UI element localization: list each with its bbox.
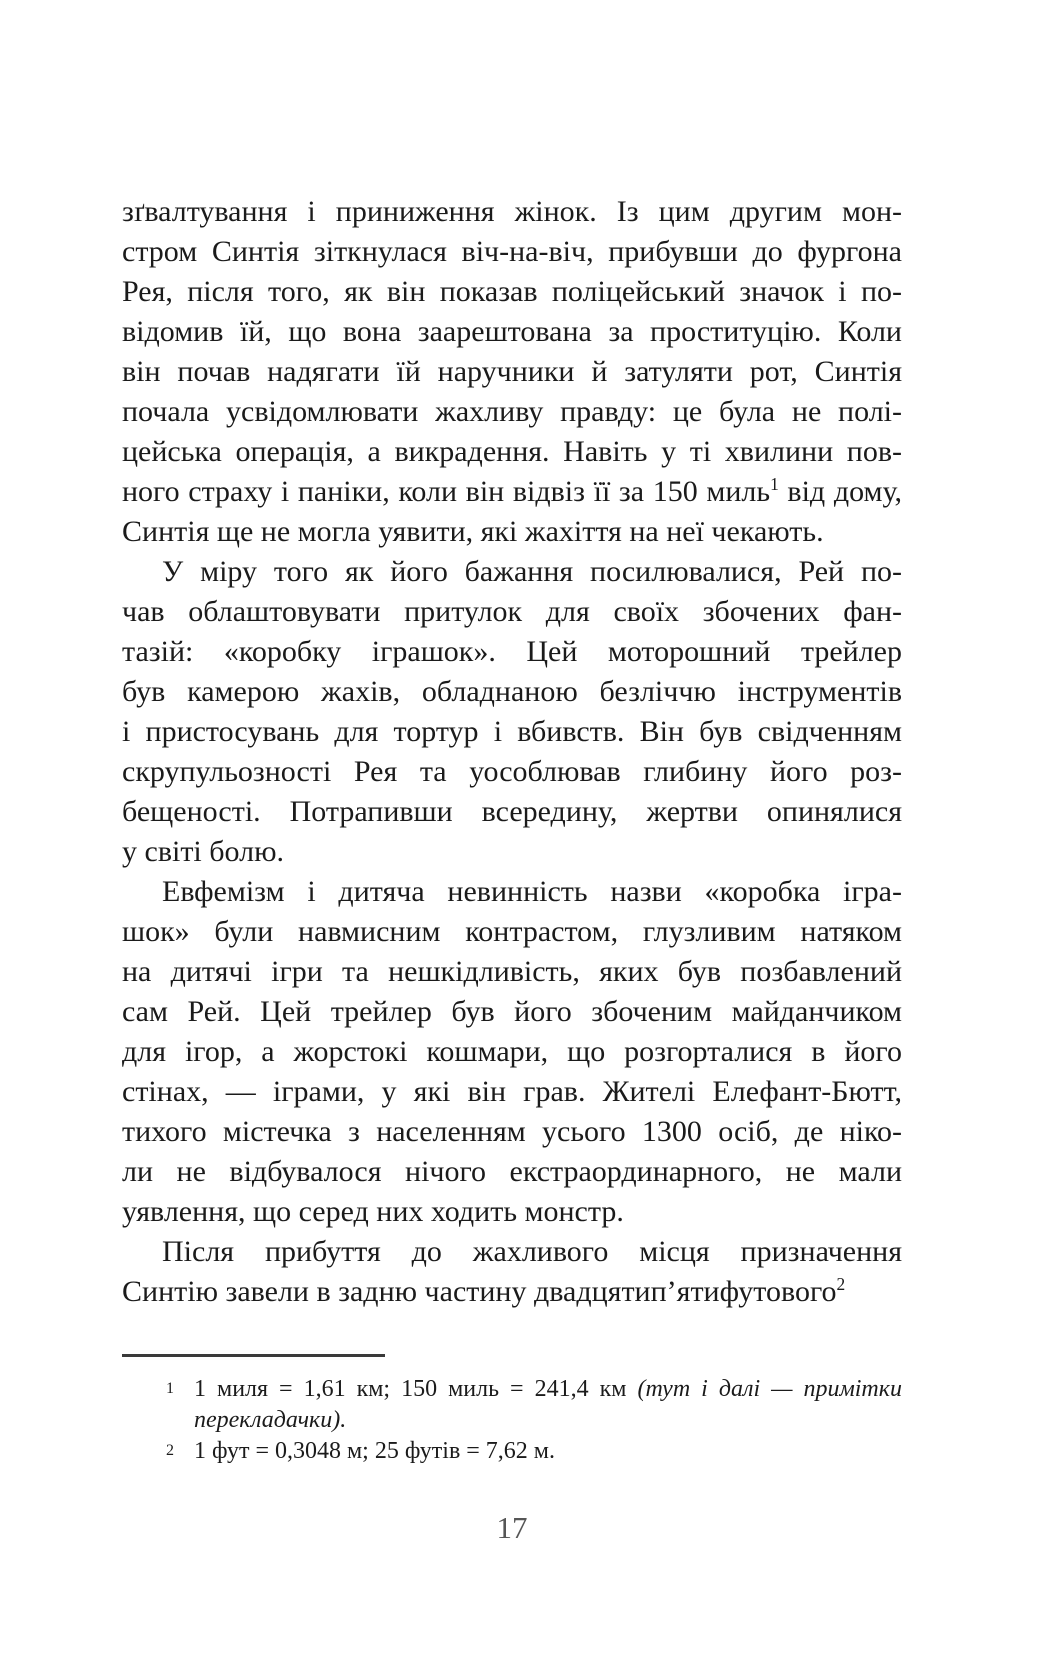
text-line: відомив їй, що вона заарештована за проституцію. Коли (122, 315, 902, 348)
text-line: стінах, — іграми, у які він грав. Жителі Елефант-Бютт, (122, 1075, 902, 1108)
page-number: 17 (496, 1510, 528, 1545)
footnote-marker: 2 (166, 1442, 174, 1459)
text-line: Синтія ще не могла уявити, які жахіття на неї чекають. (122, 515, 824, 548)
text-line: був камерою жахів, обладнаною безліччю інструментів (122, 675, 902, 708)
footnote-reference: 1 (770, 474, 779, 494)
text-line: він почав надягати їй наручники й затуляти рот, Синтія (122, 355, 902, 388)
footnote-line (194, 1405, 902, 1436)
text-line: Після прибуття до жахливого місця призначення (162, 1235, 902, 1268)
text-line: цейська операція, а викрадення. Навіть у ті хвилини пов- (122, 435, 902, 468)
text-line: на дитячі ігри та нешкідливість, яких був позбавлений (122, 955, 902, 988)
text-line: ли не відбувалося нічого екстраординарного, не мали (122, 1155, 902, 1188)
text-line: у світі болю. (122, 835, 285, 868)
footnote (122, 1374, 902, 1436)
text-line: Рея, після того, як він показав поліцейський значок і по- (122, 275, 902, 308)
text-line: для ігор, а жорстокі кошмари, що розгорталися в його (122, 1035, 902, 1068)
footnotes (122, 1374, 902, 1467)
text-line: тазій: «коробку іграшок». Цей моторошний трейлер (122, 635, 902, 668)
italic-text: перекладачки). (194, 1407, 347, 1433)
paragraph (122, 192, 902, 552)
footnote (122, 1436, 902, 1467)
paragraph (122, 1232, 902, 1312)
text-line: чав облаштовувати притулок для своїх збочених фан- (122, 595, 902, 628)
text-line: зґвалтування і приниження жінок. Із цим другим мон- (122, 195, 902, 228)
text-line: скрупульозності Рея та уособлював глибину його роз- (122, 755, 902, 788)
text-line: У міру того як його бажання посилювалися, Рей по- (162, 555, 902, 588)
text-line: ного страху і паніки, коли він відвіз її за 150 миль$^1$ від дому, (122, 474, 902, 508)
footnote-reference: 2 (836, 1274, 846, 1294)
text-line: сам Рей. Цей трейлер був його збоченим майданчиком (122, 995, 902, 1028)
text-line: і пристосувань для тортур і вбивств. Він був свідченням (122, 715, 902, 748)
paragraph (122, 872, 902, 1232)
footnote-line: 1 фут = 0,3048 м; 25 футів = 7,62 м. (194, 1438, 555, 1464)
footnote-marker: 1 (166, 1380, 174, 1397)
italic-text: (тут і далі — примітки (637, 1376, 902, 1402)
text-line: Евфемізм і дитяча невинність назви «коробка ігра- (162, 875, 902, 908)
body-text (122, 192, 902, 1312)
text-line: стром Синтія зіткнулася віч-на-віч, прибувши до фургона (122, 235, 902, 268)
footnote-line: 1 миля = 1,61 км; 150 миль = 241,4 км (тут і далі — примітки (194, 1376, 902, 1402)
text-line: тихого містечка з населенням усього 1300 осіб, де ніко- (122, 1115, 902, 1148)
footnote-separator (122, 1354, 385, 1357)
text-line: бещеності. Потрапивши всередину, жертви опинялися (122, 795, 902, 828)
text-line: Синтію завели в задню частину двадцятип’ятифутового$^2$ (122, 1274, 846, 1308)
paragraph (122, 552, 902, 872)
text-line: уявлення, що серед них ходить монстр. (122, 1195, 624, 1228)
text-line: почала усвідомлювати жахливу правду: це була не полі- (122, 395, 902, 428)
text-line: шок» були навмисним контрастом, глузливим натяком (122, 915, 902, 948)
